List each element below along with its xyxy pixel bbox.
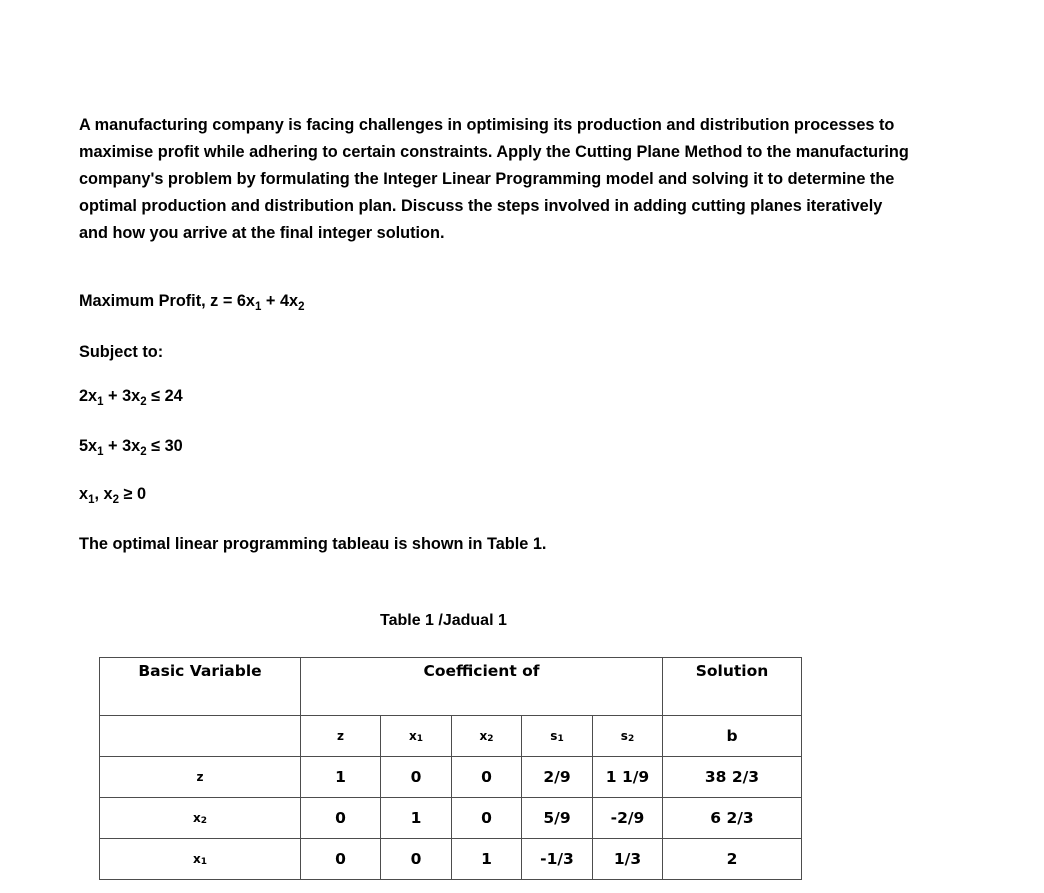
column-label-x1: [381, 716, 452, 757]
column-label-z: [301, 716, 381, 757]
objective-mid: + 4x: [261, 292, 299, 310]
objective-sub-2: 2: [298, 301, 305, 313]
column-label-s1: [522, 716, 593, 757]
cell-z-s1: 2/9: [522, 757, 593, 798]
cell-x2-z: 0: [301, 798, 381, 839]
header-solution: Solution: [663, 658, 802, 716]
constraint-1: [79, 387, 183, 406]
constraint-1-b: + 3x: [103, 387, 141, 405]
row-basic-x2-sub: 2: [200, 816, 207, 826]
constraint-2-b: + 3x: [103, 437, 141, 455]
nonneg-b: , x: [94, 485, 113, 503]
column-label-z-base: z: [337, 729, 344, 743]
constraint-2-sub-1: 1: [97, 446, 104, 458]
constraint-2-c: ≤ 30: [146, 437, 183, 455]
subheader-empty: [100, 716, 301, 757]
table-subheader-row: [100, 716, 802, 757]
column-label-x1-base: x: [408, 729, 417, 743]
constraint-1-a: 2x: [79, 387, 98, 405]
objective-prefix: Maximum Profit, z = 6x: [79, 292, 255, 310]
cell-x2-s1: 5/9: [522, 798, 593, 839]
cell-x2-s2: -2/9: [593, 798, 663, 839]
row-basic-x1-sub: 1: [200, 857, 207, 867]
constraint-2: [79, 437, 183, 456]
tableau-intro: The optimal linear programming tableau is shown in Table 1.: [79, 535, 547, 553]
constraint-1-sub-1: 1: [97, 396, 104, 408]
cell-z-z: 1: [301, 757, 381, 798]
nonneg-a: x: [79, 485, 89, 503]
problem-statement: A manufacturing company is facing challenges in optimising its production and distribution processes to maximise profit while adhering to certain constraints. Apply the Cutting Plane Method to the manufacturing company's problem by formulating the Integer Linear Programming model and solving it to determine the optimal production and distribution plan. Discuss the steps involved in adding cutting planes iteratively and how you arrive at the final integer solution.: [79, 116, 909, 242]
header-coefficient-of: Coefficient of: [301, 658, 663, 716]
row-basic-x1-base: x: [192, 852, 201, 866]
objective-sub-1: 1: [254, 301, 262, 313]
column-label-x1-sub: 1: [416, 734, 423, 744]
row-basic-x2: [100, 798, 301, 839]
constraint-1-sub-2: 2: [140, 396, 147, 408]
nonneg-c: ≥ 0: [118, 485, 147, 503]
column-label-s2-base: s: [620, 729, 628, 743]
cell-x1-x2: 1: [452, 839, 522, 880]
column-label-x2-base: x: [479, 729, 488, 743]
nonneg-sub-2: 2: [112, 494, 119, 506]
column-label-b: b: [663, 716, 802, 757]
column-label-s2-sub: 2: [627, 734, 635, 744]
column-label-s1-base: s: [550, 729, 558, 743]
cell-x1-b: 2: [663, 839, 802, 880]
constraint-2-a: 5x: [79, 437, 98, 455]
row-basic-z-base: z: [196, 770, 204, 784]
cell-x2-b: 6 2/3: [663, 798, 802, 839]
table-row-z: [100, 757, 802, 798]
row-basic-x2-base: x: [192, 811, 201, 825]
simplex-tableau: [99, 657, 802, 880]
cell-x1-s1: -1/3: [522, 839, 593, 880]
cell-x2-x2: 0: [452, 798, 522, 839]
cell-z-s2: 1 1/9: [593, 757, 663, 798]
subject-to-label: Subject to:: [79, 343, 164, 361]
column-label-x2-sub: 2: [487, 734, 494, 744]
column-label-s1-sub: 1: [557, 734, 564, 744]
constraint-1-c: ≤ 24: [146, 387, 183, 405]
column-label-s2: [593, 716, 663, 757]
cell-x1-z: 0: [301, 839, 381, 880]
column-label-x2: [452, 716, 522, 757]
nonneg-sub-1: 1: [88, 494, 95, 506]
row-basic-x1: [100, 839, 301, 880]
cell-z-x2: 0: [452, 757, 522, 798]
table-caption: Table 1 /Jadual 1: [380, 612, 507, 629]
table-row-x1: [100, 839, 802, 880]
table-row-x2: [100, 798, 802, 839]
header-basic-variable: Basic Variable: [100, 658, 301, 716]
row-basic-z: [100, 757, 301, 798]
constraint-2-sub-2: 2: [140, 446, 147, 458]
table-header-row: [100, 658, 802, 716]
cell-x1-x1: 0: [381, 839, 452, 880]
cell-x1-s2: 1/3: [593, 839, 663, 880]
objective-function: [79, 292, 304, 311]
cell-z-b: 38 2/3: [663, 757, 802, 798]
cell-z-x1: 0: [381, 757, 452, 798]
non-negativity-constraint: [79, 485, 146, 504]
cell-x2-x1: 1: [381, 798, 452, 839]
